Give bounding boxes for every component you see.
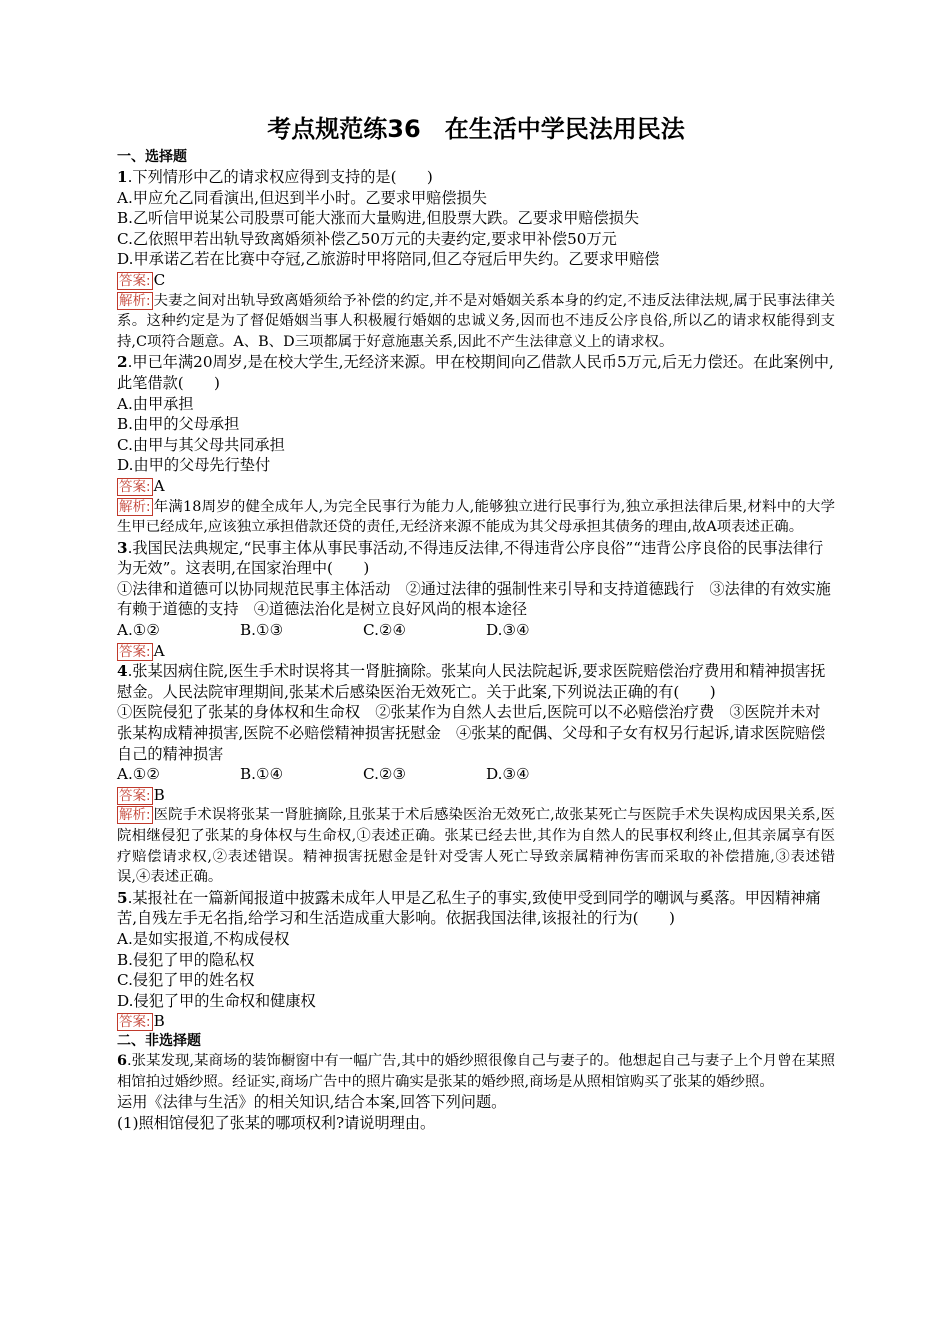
- answer-value: A: [153, 641, 165, 660]
- answer-line: [117, 1011, 835, 1032]
- option-a: A.是如实报道,不构成侵权: [117, 929, 290, 948]
- question-number: 4: [117, 662, 128, 681]
- option-c: C.侵犯了甲的姓名权: [117, 971, 255, 990]
- option-a: A.①②: [117, 621, 161, 640]
- option-b: B.由甲的父母承担: [117, 415, 240, 434]
- option-b: B.①③: [240, 621, 284, 640]
- answer-value: B: [153, 785, 165, 804]
- explanation-text: 夫妻之间对出轨导致离婚须给予补偿的约定,并不是对婚姻关系本身的约定,不违反法律法规,属于民事法律关系。这种约定是为了督促婚姻当事人积极履行婚姻的忠诚义务,因而也不违反公序良俗,所以乙的请求权能得到支持,C项符合题意。A、B、D三项都属于好意施惠关系,因此不产生法律意义上的请求权。: [117, 292, 835, 350]
- option-c: C.乙依照甲若出轨导致离婚须补偿乙50万元的夫妻约定,要求甲补偿50万元: [117, 229, 617, 248]
- option-d: D.侵犯了甲的生命权和健康权: [117, 991, 316, 1010]
- explanation-tag: 解析:: [119, 807, 151, 824]
- question-stem: 3.我国民法典规定,“民事主体从事民事活动,不得违反法律,不得违背公序良俗”“违背公序良俗的民事法律行为无效”。这表明,在国家治理中( ): [117, 538, 824, 578]
- question-5: [117, 888, 835, 1032]
- explanation-text: 医院手术误将张某一肾脏摘除,且张某于术后感染医治无效死亡,故张某死亡与医院手术失误构成因果关系,医院相继侵犯了张某的身体权与生命权,①表述正确。张某已经去世,其作为自然人的民事权利终止,但其亲属享有医疗赔偿请求权,②表述错误。精神损害抚慰金是针对受害人死亡导致亲属精神伤害而采取的补偿措施,③表述错误,④表述正确。: [117, 807, 835, 886]
- option-d: D.甲承诺乙若在比赛中夺冠,乙旅游时甲将陪同,但乙夺冠后甲失约。乙要求甲赔偿: [117, 250, 660, 269]
- answer-line: [117, 476, 835, 497]
- page-title: 考点规范练36 在生活中学民法用民法: [267, 115, 685, 143]
- question-1: [117, 167, 835, 352]
- question-instruction: 运用《法律与生活》的相关知识,结合本案,回答下列问题。: [117, 1093, 507, 1112]
- explanation-tag: 解析:: [119, 498, 151, 515]
- statement-list: ①医院侵犯了张某的身体权和生命权 ②张某作为自然人去世后,医院可以不必赔偿治疗费 ③医院并未对张某构成精神损害,医院不必赔偿精神损害抚慰金 ④张某的配偶、父母和子女有权另行起诉,请求医院赔偿自己的精神损害: [117, 703, 826, 763]
- section-heading-nonchoice: 二、非选择题: [117, 1032, 201, 1049]
- explanation: [117, 805, 835, 887]
- answer-tag: 答案:: [119, 272, 151, 289]
- option-c: C.②④: [363, 621, 407, 640]
- option-a: A.由甲承担: [117, 394, 194, 413]
- statement-list: ①法律和道德可以协同规范民事主体活动 ②通过法律的强制性来引导和支持道德践行 ③法律的有效实施有赖于道德的支持 ④道德法治化是树立良好风尚的根本途径: [117, 579, 831, 619]
- question-number: 1: [117, 168, 128, 186]
- question-stem: 4.张某因病住院,医生手术时误将其一肾脏摘除。张某向人民法院起诉,要求医院赔偿治疗费用和精神损害抚慰金。人民法院审理期间,张某术后感染医治无效死亡。关于此案,下列说法正确的有( ): [117, 662, 826, 701]
- answer-line: [117, 641, 835, 662]
- question-3: [117, 538, 835, 662]
- answer-value: C: [153, 270, 166, 289]
- question-6: [117, 1051, 835, 1133]
- option-b: B.乙听信甲说某公司股票可能大涨而大量购进,但股票大跌。乙要求甲赔偿损失: [117, 209, 640, 228]
- answer-line: [117, 270, 835, 291]
- answer-tag: 答案:: [119, 1014, 151, 1031]
- question-number: 6: [117, 1051, 128, 1069]
- question-stem: 5.某报社在一篇新闻报道中披露未成年人甲是乙私生子的事实,致使甲受到同学的嘲讽与奚落。甲因精神痛苦,自残左手无名指,给学习和生活造成重大影响。依据我国法律,该报社的行为( ): [117, 888, 821, 928]
- option-b: B.侵犯了甲的隐私权: [117, 950, 255, 969]
- option-c: C.②③: [363, 765, 407, 784]
- answer-value: A: [153, 476, 165, 495]
- option-d: D.由甲的父母先行垫付: [117, 456, 271, 475]
- question-2: [117, 352, 835, 537]
- question-4: [117, 661, 835, 888]
- question-number: 5: [117, 888, 128, 907]
- option-d: D.③④: [486, 621, 530, 640]
- option-a: A.甲应允乙同看演出,但迟到半小时。乙要求甲赔偿损失: [117, 188, 487, 207]
- option-c: C.由甲与其父母共同承担: [117, 435, 285, 454]
- option-row: [117, 620, 835, 641]
- section-heading-choice: 一、选择题: [117, 149, 187, 165]
- answer-tag: 答案:: [119, 478, 151, 495]
- question-number: 2: [117, 353, 128, 372]
- answer-value: B: [153, 1012, 165, 1031]
- question-stem: 6.张某发现,某商场的装饰橱窗中有一幅广告,其中的婚纱照很像自己与妻子的。他想起自己与妻子上个月曾在某照相馆拍过婚纱照。经证实,商场广告中的照片确实是张某的婚纱照,商场是从照相馆购买了张某的婚纱照。: [117, 1051, 835, 1090]
- explanation: [117, 291, 835, 353]
- answer-line: [117, 785, 835, 806]
- sub-question-1: (1)照相馆侵犯了张某的哪项权利?请说明理由。: [117, 1113, 436, 1132]
- option-row: [117, 764, 835, 785]
- option-b: B.①④: [240, 765, 284, 784]
- answer-tag: 答案:: [119, 787, 151, 804]
- option-a: A.①②: [117, 765, 161, 784]
- answer-tag: 答案:: [119, 643, 151, 660]
- explanation: [117, 497, 835, 538]
- question-stem: 1.下列情形中乙的请求权应得到支持的是( ): [117, 168, 433, 186]
- document-page: [117, 112, 835, 1133]
- explanation-text: 年满18周岁的健全成年人,为完全民事行为能力人,能够独立进行民事行为,独立承担法律后果,材料中的大学生甲已经成年,应该独立承担借款还贷的责任,无经济来源不能成为其父母承担其债务的理由,故A项表述正确。: [117, 498, 835, 536]
- option-d: D.③④: [486, 765, 530, 784]
- explanation-tag: 解析:: [119, 292, 151, 309]
- question-stem: 2.甲已年满20周岁,是在校大学生,无经济来源。甲在校期间向乙借款人民币5万元,后无力偿还。在此案例中,此笔借款( ): [117, 353, 834, 392]
- question-number: 3: [117, 538, 128, 557]
